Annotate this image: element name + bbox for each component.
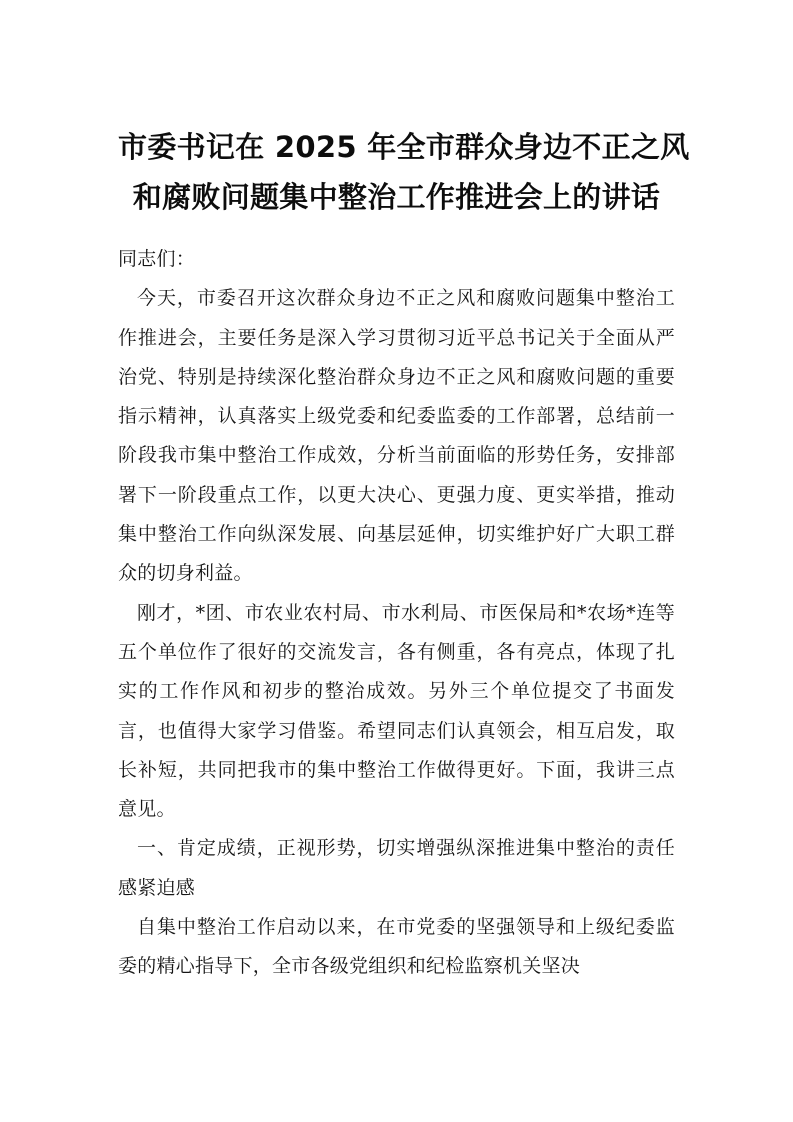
- paragraph-exchange: 刚才，*团、市农业农村局、市水利局、市医保局和*农场*连等五个单位作了很好的交流发言，各有侧重，各有亮点，体现了扎实的工作作风和初步的整治成效。另外三个单位提交了书面发言，也值得大家学习借鉴。希望同志们认真领会，相互启发，取长补短，共同把我市的集中整治工作做得更好。下面，我讲三点意见。: [118, 601, 675, 821]
- title-line-2: 和腐败问题集中整治工作推进会上的讲话: [132, 180, 661, 214]
- salutation: 同志们：: [118, 248, 196, 270]
- paragraph-section-1-start: 自集中整治工作启动以来，在市党委的坚强领导和上级纪委监委的精心指导下，全市各级党组织和纪检监察机关坚决: [118, 916, 675, 978]
- title-line-1: 市委书记在 2025 年全市群众身边不正之风: [118, 130, 690, 164]
- document-title: [118, 122, 690, 222]
- paragraph-opening: 今天，市委召开这次群众身边不正之风和腐败问题集中整治工作推进会，主要任务是深入学习贯彻习近平总书记关于全面从严治党、特别是持续深化整治群众身边不正之风和腐败问题的重要指示精神，认真落实上级党委和纪委监委的工作部署，总结前一阶段我市集中整治工作成效，分析当前面临的形势任务，安排部署下一阶段重点工作，以更大决心、更强力度、更实举措，推动集中整治工作向纵深发展、向基层延伸，切实维护好广大职工群众的切身利益。: [118, 287, 675, 585]
- document-body: [118, 240, 675, 987]
- section-heading-1: 一、肯定成绩，正视形势，切实增强纵深推进集中整治的责任感紧迫感: [118, 837, 675, 899]
